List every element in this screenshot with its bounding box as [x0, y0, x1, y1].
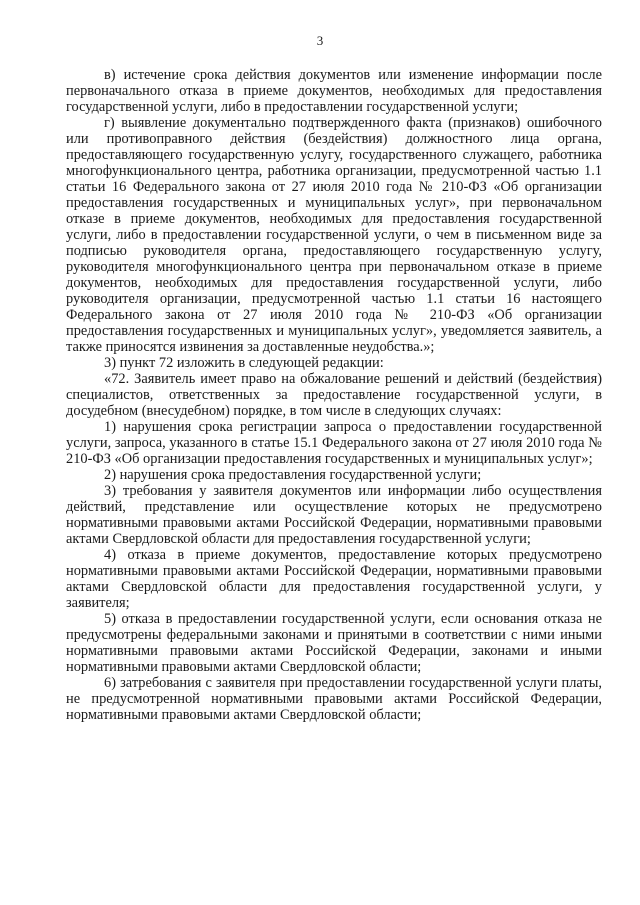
list-item-5: 5) отказа в предоставлении государственной услуги, если основания отказа не предусмотрены федеральными законами и принятыми в соответствии с ними иными нормативными правовыми актами Российской Федерации, законами и иными нормативными правовыми актами Свердловской области; — [66, 611, 602, 675]
list-item-4: 4) отказа в приеме документов, предоставление которых предусмотрено нормативными правовыми актами Российской Федерации, нормативными правовыми актами Свердловской области для предоставления государственной услуги, у заявителя; — [66, 547, 602, 611]
paragraph-item-v: в) истечение срока действия документов или изменение информации после первоначального отказа в приеме документов, необходимых для предоставления государственной услуги, либо в предоставлении государственной услуги; — [66, 67, 602, 115]
list-item-3: 3) требования у заявителя документов или информации либо осуществления действий, представление или осуществление которых не предусмотрено нормативными правовыми актами Российской Федерации, нормативными правовыми актами Свердловской области для предоставления государственной услуги; — [66, 483, 602, 547]
list-item-2: 2) нарушения срока предоставления государственной услуги; — [104, 467, 482, 483]
list-item-6: 6) затребования с заявителя при предоставлении государственной услуги платы, не предусмотренной нормативными правовыми актами Российской Федерации, нормативными правовыми актами Свердловской области; — [66, 675, 602, 723]
paragraph-item-g: г) выявление документально подтвержденного факта (признаков) ошибочного или противоправного действия (бездействия) должностного лица органа, предоставляющего государственную услугу, государственного служащего, работника многофункционального центра, работника организации, предусмотренной частью 1.1 статьи 16 Федерального закона от 27 июля 2010 года № 210-ФЗ «Об организации предоставления государственных и муниципальных услуг», при первоначальном отказе в приеме документов, необходимых для предоставления государственной услуги, либо в предоставлении государственной услуги, о чем в письменном виде за подписью руководителя органа, предоставляющего государственную услугу, руководителя многофункционального центра при первоначальном отказе в приеме документов, необходимых для предоставления государственной услуги, либо руководителя организации, предусмотренной частью 1.1 статьи 16 настоящего Федерального закона от 27 июля 2010 года № 210-ФЗ «Об организации предоставления государственных и муниципальных услуг», уведомляется заявитель, а также приносятся извинения за доставленные неудобства.»; — [66, 115, 602, 355]
list-item-1: 1) нарушения срока регистрации запроса о предоставлении государственной услуги, запроса, указанного в статье 15.1 Федерального закона от 27 июля 2010 года № 210-ФЗ «Об организации предоставления государственных и муниципальных услуг»; — [66, 419, 602, 467]
document-body — [66, 67, 602, 723]
page-number: 3 — [316, 33, 324, 48]
paragraph-amendment-3: 3) пункт 72 изложить в следующей редакции: — [104, 355, 384, 371]
paragraph-clause-72: «72. Заявитель имеет право на обжалование решений и действий (бездействия) специалистов, ответственных за предоставление государственной услуги, в досудебном (внесудебном) порядке, в том числе в следующих случаях: — [66, 371, 602, 419]
